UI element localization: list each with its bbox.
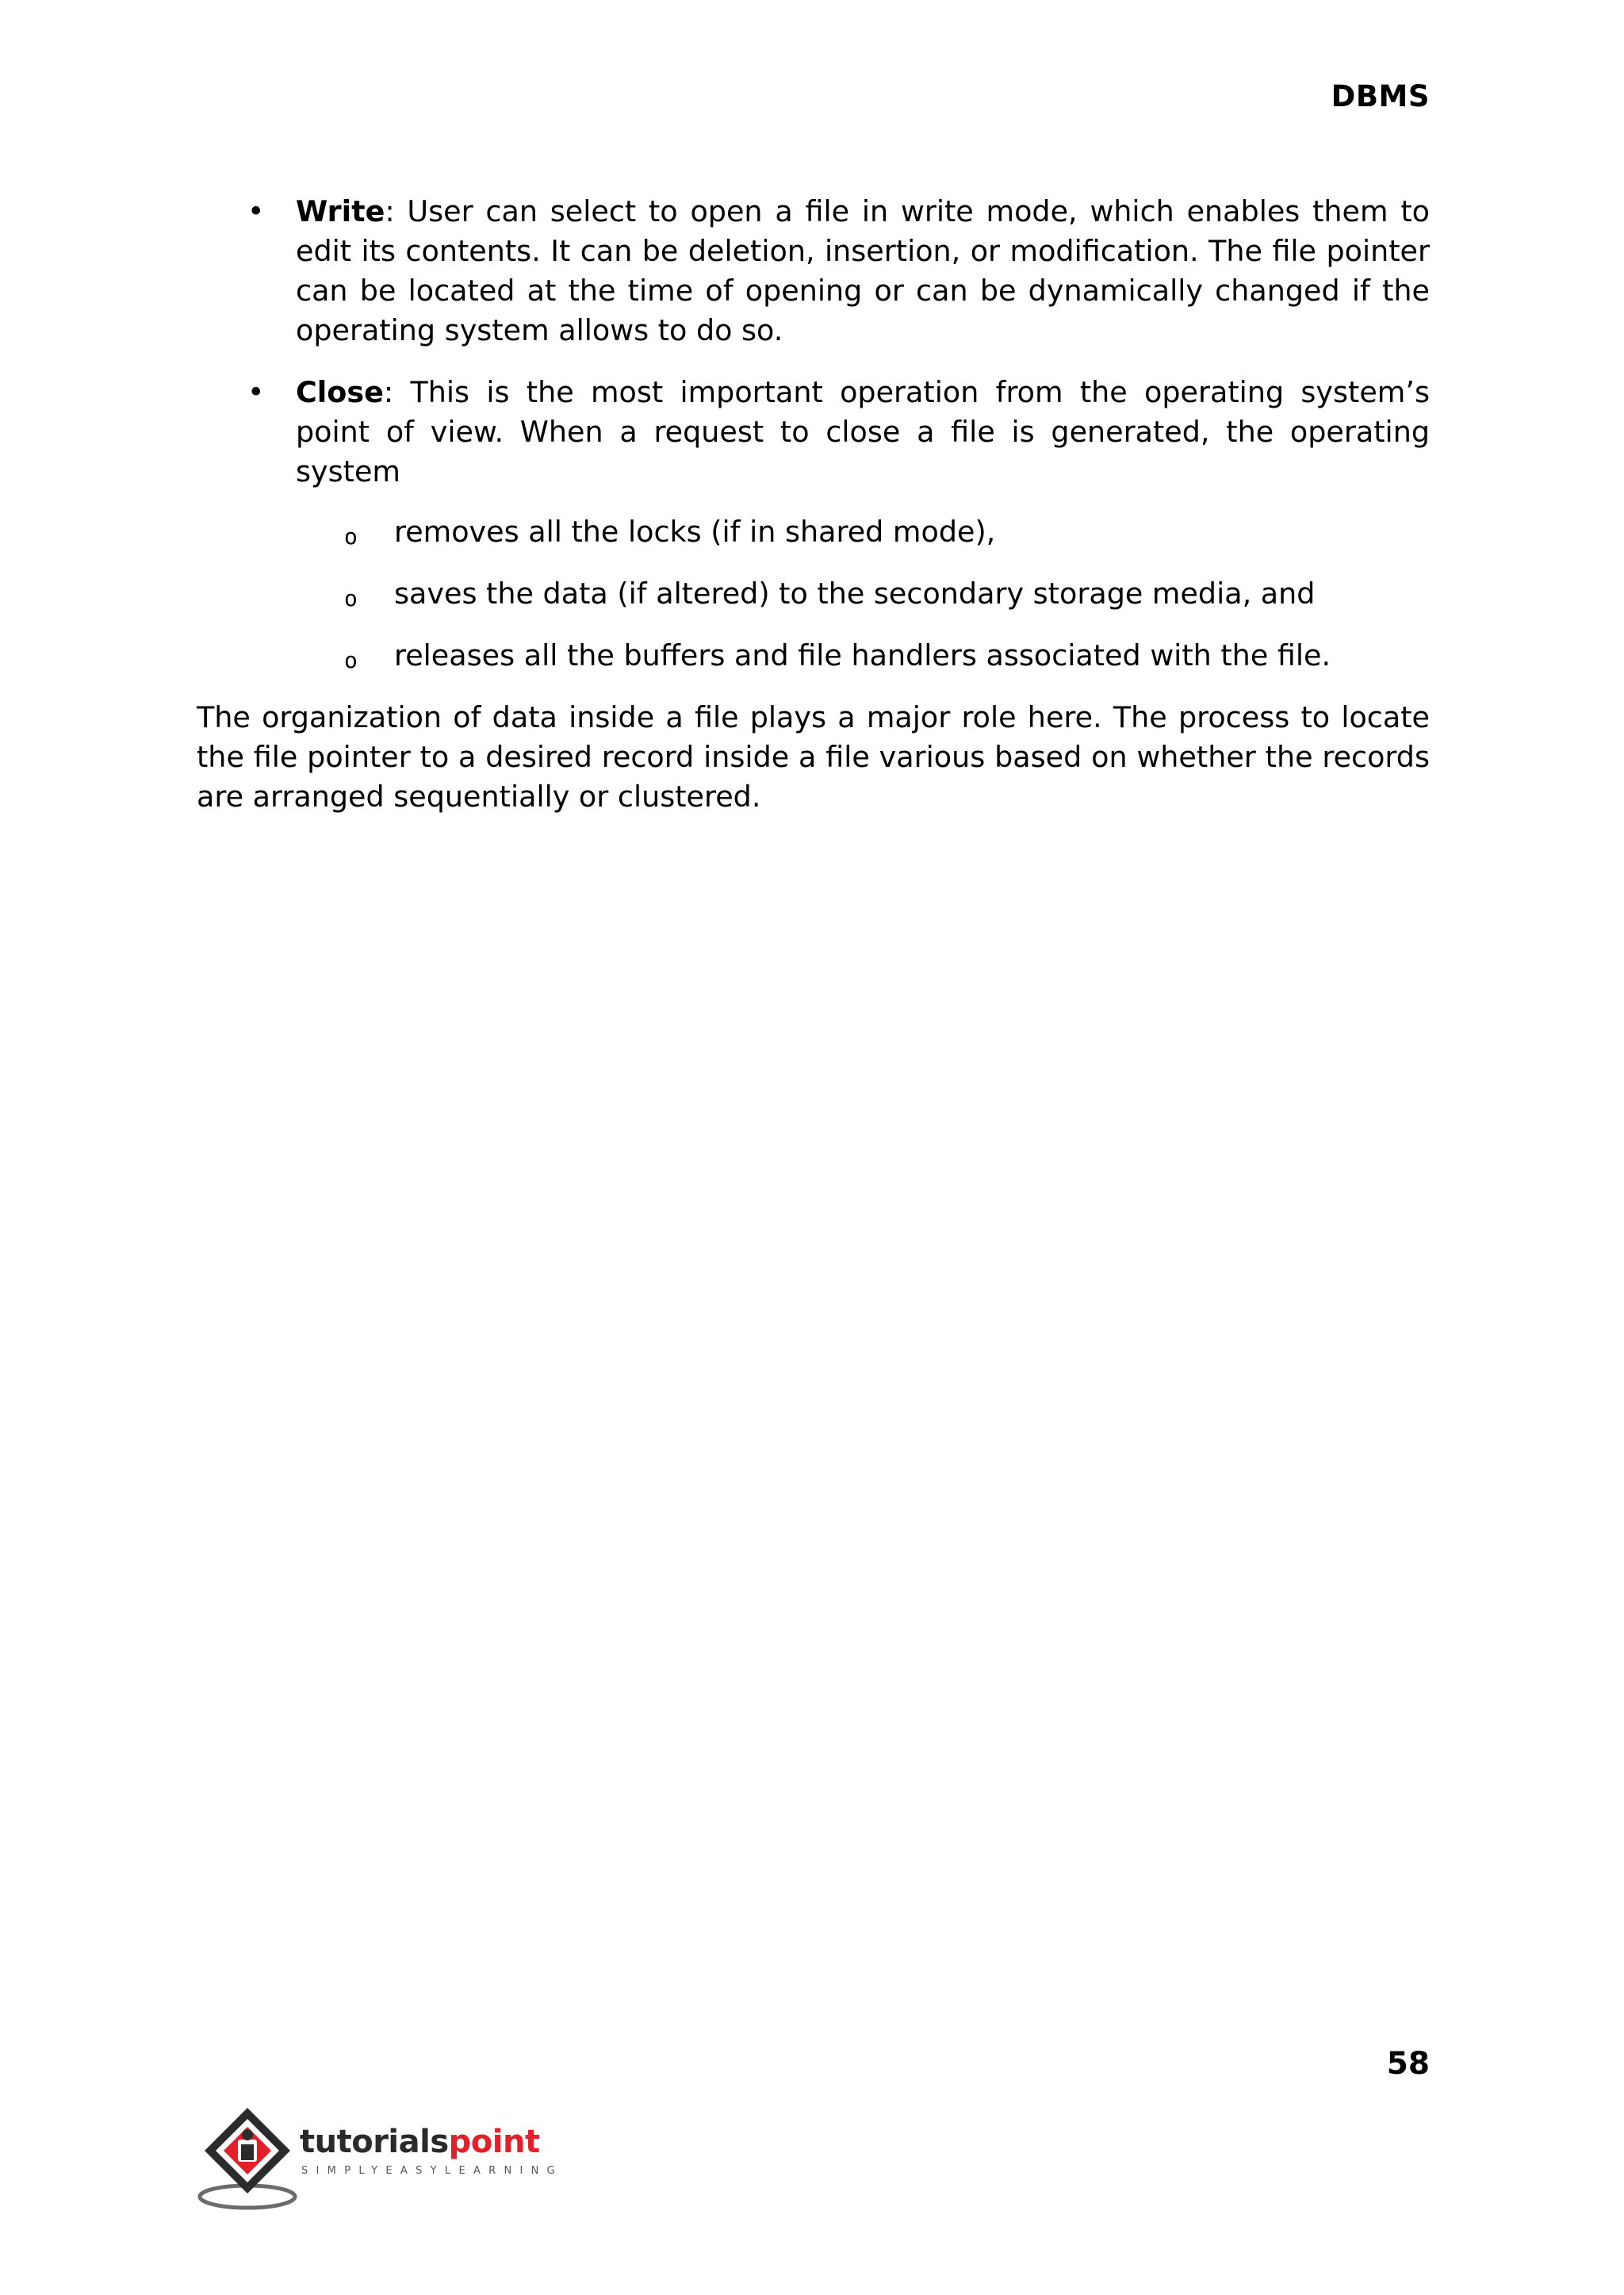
circle-bullet-icon: o <box>344 647 358 673</box>
bullet-write <box>197 192 1430 351</box>
sub-item-text: saves the data (if altered) to the secondary storage media, and <box>394 577 1316 611</box>
tutorialspoint-logo <box>197 2103 569 2214</box>
sub-item <box>197 636 1430 676</box>
bullet-icon: • <box>247 194 265 228</box>
circle-bullet-icon: o <box>344 585 358 611</box>
sub-item-text: removes all the locks (if in shared mode), <box>394 515 996 549</box>
sub-item-text: releases all the buffers and file handlers associated with the file. <box>394 638 1331 672</box>
bullet-term: Write <box>296 194 385 228</box>
bullet-text: : User can select to open a file in write mode, which enables them to edit its contents. It can be deletion, insertion, or modification. The file pointer can be located at the time of opening or can be dynamically changed if the operating system allows to do so. <box>296 194 1430 347</box>
bullet-text: : This is the most important operation from the operating system’s point of view. When a request to close a file is generated, the operating system <box>296 375 1430 489</box>
bullet-term: Close <box>296 375 384 409</box>
bullet-icon: • <box>247 375 265 409</box>
bullet-close <box>197 373 1430 492</box>
body-paragraph: The organization of data inside a file plays a major role here. The process to locate the file pointer to a desired record inside a file various based on whether the records are arranged sequentially or clustered. <box>197 700 1430 814</box>
logo-emblem-icon <box>197 2103 300 2214</box>
running-header: DBMS <box>1331 79 1430 113</box>
page-body <box>197 192 1430 817</box>
sub-item <box>197 574 1430 614</box>
page-number: 58 <box>1386 2046 1430 2082</box>
sub-item <box>197 512 1430 552</box>
logo-tagline: SIMPLYEASYLEARNING <box>301 2165 564 2177</box>
logo-wordmark: tutorialspoint <box>300 2124 540 2160</box>
circle-bullet-icon: o <box>344 523 358 550</box>
